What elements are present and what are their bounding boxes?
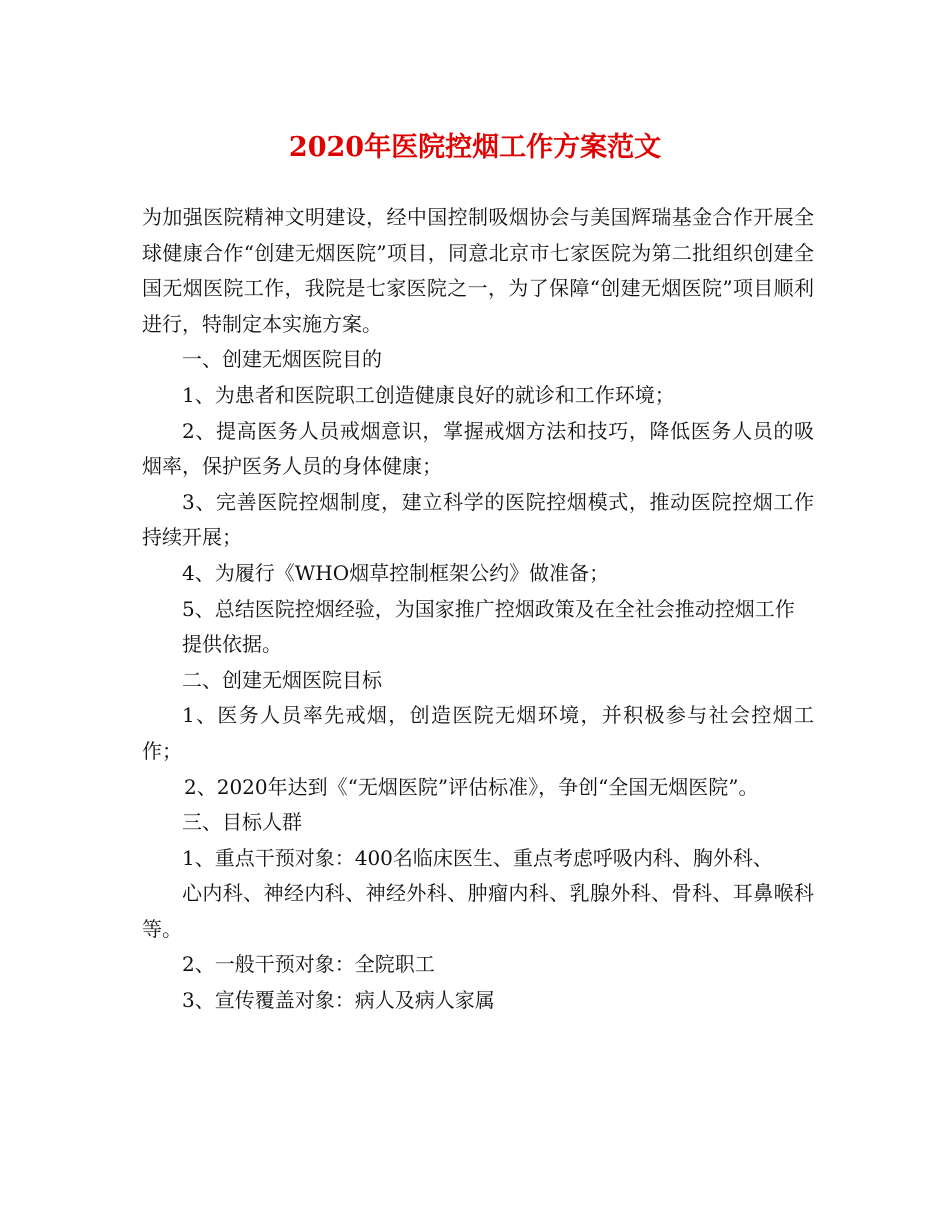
paragraph-item: 4、为履行《WHO烟草控制框架公约》做准备；: [182, 560, 610, 585]
paragraph-item: 2、提高医务人员戒烟意识，掌握戒烟方法和技巧，降低医务人员的吸烟率，保护医务人员的身体健康；: [142, 418, 814, 479]
paragraph-continuation: 心内科、神经内科、神经外科、肿瘤内科、乳腺外科、骨科、耳鼻喉科等。: [142, 881, 814, 941]
paragraph-item: 3、宣传覆盖对象：病人及病人家属: [182, 988, 495, 1013]
paragraph-item: 3、完善医院控烟制度，建立科学的医院控烟模式，推动医院控烟工作持续开展；: [142, 489, 814, 550]
paragraph-item: 1、医务人员率先戒烟，创造医院无烟环境，并积极参与社会控烟工作；: [142, 703, 814, 763]
paragraph-item: 2、一般干预对象：全院职工: [182, 952, 435, 977]
paragraph-item: 2、2020年达到《“无烟医院”评估标准》，争创“全国无烟医院”。: [184, 774, 759, 799]
intro-paragraph: 为加强医院精神文明建设，经中国控制吸烟协会与美国辉瑞基金合作开展全球健康合作“创建无烟医院”项目，同意北京市七家医院为第二批组织创建全国无烟医院工作，我院是七家医院之一，为了保障“创建无烟医院”项目顺利进行，特制定本实施方案。: [142, 205, 814, 336]
section-heading-3: 三、目标人群: [182, 810, 302, 835]
paragraph-continuation: 提供依据。: [182, 632, 282, 657]
paragraph-item: 1、为患者和医院职工创造健康良好的就诊和工作环境；: [182, 382, 675, 407]
section-heading-1: 一、创建无烟医院目的: [182, 347, 382, 372]
document-title: 2020年医院控烟工作方案范文: [288, 132, 662, 163]
section-heading-2: 二、创建无烟医院目标: [182, 667, 382, 692]
document-body: [142, 200, 814, 1019]
paragraph-item: 5、总结医院控烟经验，为国家推广控烟政策及在全社会推动控烟工作: [182, 596, 795, 621]
paragraph-item: 1、重点干预对象：400名临床医生、重点考虑呼吸内科、胸外科、: [182, 845, 773, 870]
